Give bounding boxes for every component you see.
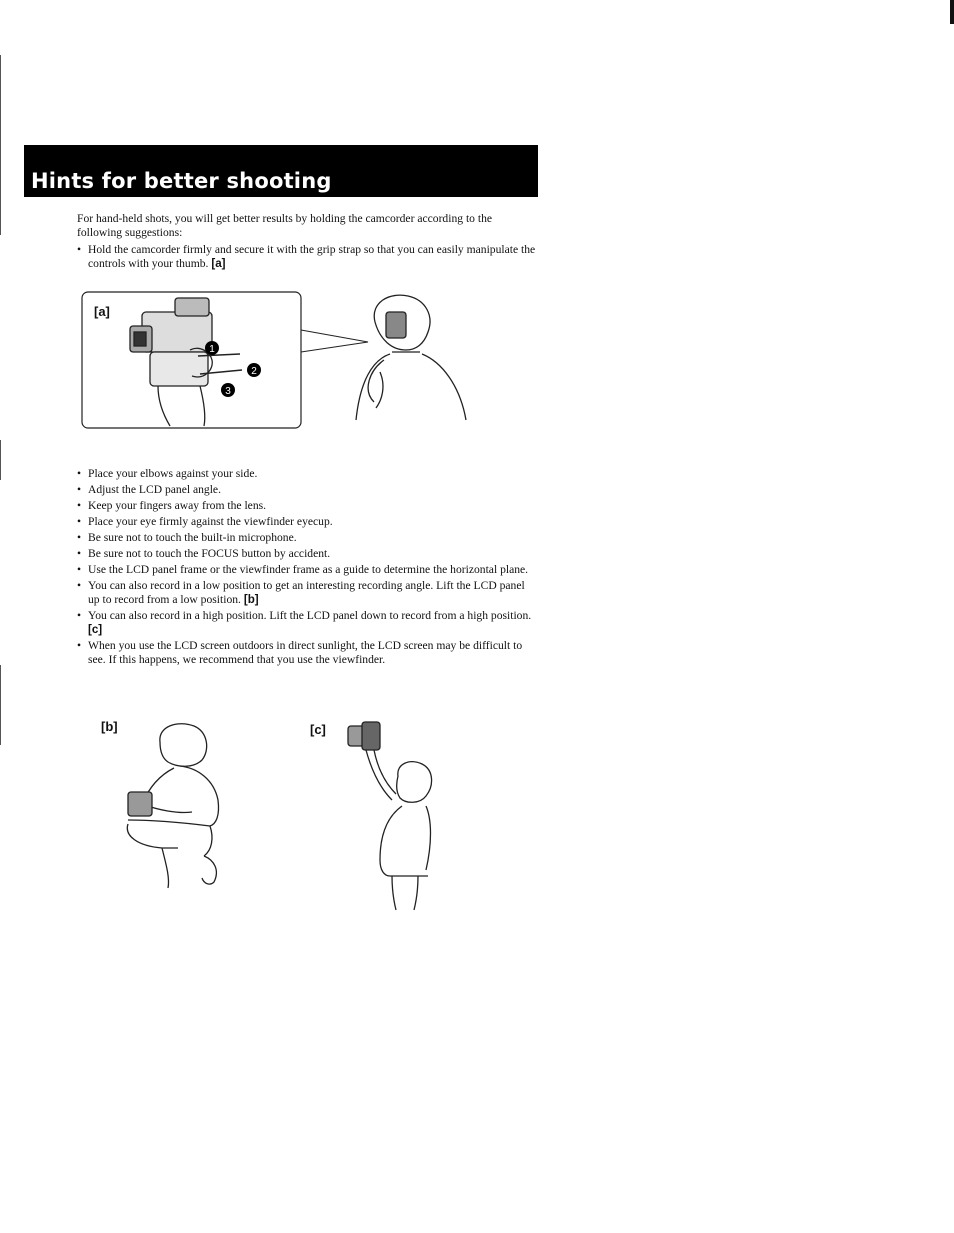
list-item bbox=[77, 639, 537, 667]
svg-text:1: 1 bbox=[209, 344, 215, 355]
figure-c-label: [c] bbox=[310, 722, 326, 737]
list-item bbox=[77, 563, 537, 577]
grip-bullet-list bbox=[77, 243, 537, 273]
bullet-text: When you use the LCD screen outdoors in direct sunlight, the LCD screen may be difficult to see. If this happens, we recommend that you use the viewfinder. bbox=[88, 639, 523, 666]
callout-markers bbox=[205, 341, 261, 397]
svg-text:2: 2 bbox=[251, 366, 257, 377]
margin-rule bbox=[0, 55, 1, 235]
intro-paragraph bbox=[77, 212, 537, 243]
bullet-text: Adjust the LCD panel angle. bbox=[88, 483, 221, 496]
shooting-tips-list bbox=[77, 467, 537, 669]
figure-c-illustration bbox=[340, 720, 440, 912]
list-item bbox=[77, 609, 537, 637]
bullet-text: Place your elbows against your side. bbox=[88, 467, 258, 480]
figure-a-illustration bbox=[80, 290, 480, 430]
figure-b-label: [b] bbox=[101, 719, 118, 734]
section-title-bar bbox=[24, 145, 538, 197]
intro-text: For hand-held shots, you will get better results by holding the camcorder according to the following suggestions: bbox=[77, 212, 493, 239]
figure-ref: [c] bbox=[88, 623, 103, 636]
list-item bbox=[77, 467, 537, 481]
list-item bbox=[77, 483, 537, 497]
figure-ref: [a] bbox=[211, 257, 226, 270]
camcorder-icon bbox=[130, 298, 242, 426]
bullet-text: Be sure not to touch the built-in microphone. bbox=[88, 531, 297, 544]
list-item bbox=[77, 499, 537, 513]
bullet-text: You can also record in a high position. Lift the LCD panel down to record from a high position. bbox=[88, 609, 532, 622]
page-title: Hints for better shooting bbox=[31, 169, 332, 193]
margin-rule bbox=[0, 440, 1, 480]
list-item bbox=[77, 547, 537, 561]
list-item bbox=[77, 531, 537, 545]
figure-a-label: [a] bbox=[94, 304, 110, 319]
person-kneeling-icon bbox=[127, 724, 218, 888]
bullet-text: Be sure not to touch the FOCUS button by accident. bbox=[88, 547, 331, 560]
list-item bbox=[77, 243, 537, 271]
page-edge-mark bbox=[950, 0, 954, 24]
person-high-angle-icon bbox=[348, 722, 432, 910]
list-item bbox=[77, 579, 537, 607]
bullet-text: You can also record in a low position to get an interesting recording angle. Lift the LCD panel up to record from a low position. bbox=[88, 579, 525, 606]
bullet-text: Use the LCD panel frame or the viewfinder frame as a guide to determine the horizontal plane. bbox=[88, 563, 529, 576]
person-shooting-icon bbox=[356, 295, 466, 420]
bullet-text: Keep your fingers away from the lens. bbox=[88, 499, 267, 512]
list-item bbox=[77, 515, 537, 529]
figure-b-illustration bbox=[118, 720, 228, 892]
bullet-text: Place your eye firmly against the viewfinder eyecup. bbox=[88, 515, 333, 528]
svg-text:3: 3 bbox=[225, 386, 231, 397]
margin-rule bbox=[0, 665, 1, 745]
pointer-wedge bbox=[301, 330, 368, 352]
figure-ref: [b] bbox=[243, 593, 259, 606]
bullet-text: Hold the camcorder firmly and secure it with the grip strap so that you can easily manipulate the controls with your thumb. bbox=[88, 243, 536, 270]
